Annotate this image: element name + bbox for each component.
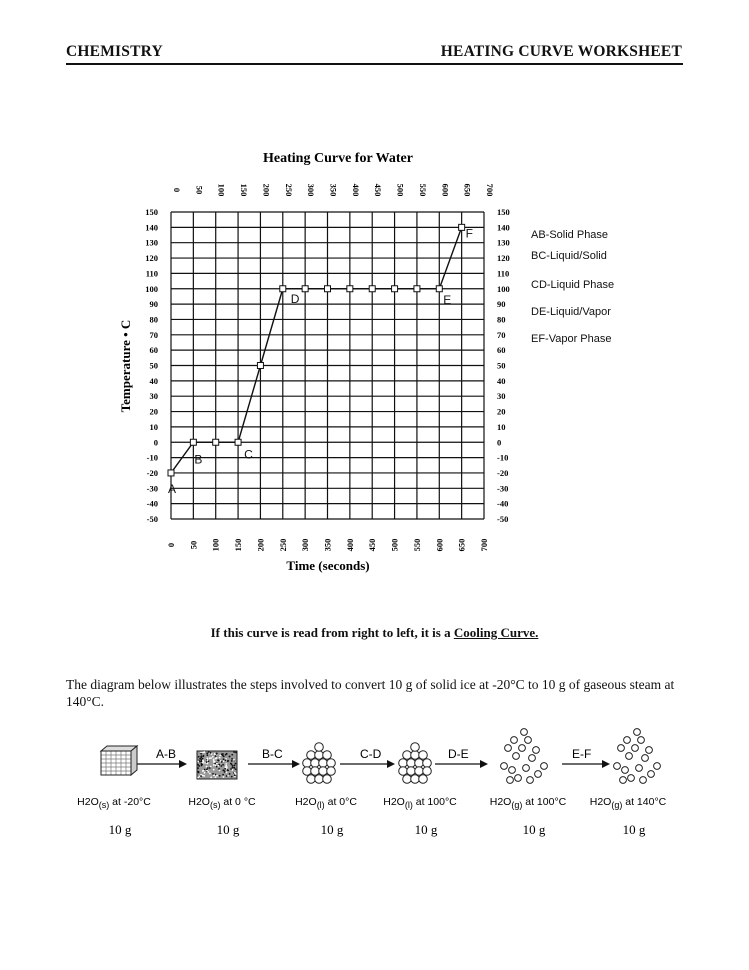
y-tick-label-left: -50 <box>146 514 158 524</box>
y-tick-label-left: 120 <box>145 253 158 264</box>
y-tick-label-right: 60 <box>497 345 506 356</box>
data-point-marker <box>392 286 398 292</box>
gas-molecules-icon <box>501 729 548 784</box>
x-tick-label-top: 50 <box>194 185 205 195</box>
ice-cube-icon <box>101 746 137 775</box>
state-label: H2O(l) at 100°C <box>383 796 457 810</box>
data-point-marker <box>168 470 174 476</box>
x-tick-label-bottom: 650 <box>456 538 467 552</box>
y-tick-label-left: 80 <box>149 314 158 325</box>
phase-change-diagram <box>0 720 749 850</box>
y-tick-label-right: 120 <box>497 253 510 264</box>
y-tick-label-right: 90 <box>497 299 506 310</box>
header-worksheet-title: HEATING CURVE WORKSHEET <box>440 43 682 60</box>
x-tick-label-top: 250 <box>283 183 294 197</box>
state-mass: 10 g <box>108 822 132 837</box>
y-tick-label-right: 50 <box>497 360 506 371</box>
step-arrow-head <box>292 760 300 768</box>
x-tick-label-bottom: 200 <box>255 538 266 552</box>
cooling-note-text: If this curve is read from right to left, it is a <box>210 625 454 640</box>
segment-phase-note: EF-Vapor Phase <box>531 333 612 345</box>
x-tick-label-top: 700 <box>485 183 495 197</box>
y-tick-label-right: -20 <box>497 467 509 478</box>
step-arrow-head <box>387 760 395 768</box>
data-point-marker <box>213 439 219 445</box>
x-tick-label-top: 0 <box>172 187 182 193</box>
chart-title: Heating Curve for Water <box>263 151 413 166</box>
state-label: H2O(g) at 140°C <box>589 796 667 810</box>
y-tick-label-right: 80 <box>497 314 506 325</box>
y-tick-label-left: 60 <box>149 345 158 356</box>
diagram-description: The diagram below illustrates the steps involved to convert 10 g of solid ice at -20°C to 10 g of gaseous steam at 140°C. <box>66 677 675 709</box>
boiling-liquid-cluster-icon <box>399 743 432 784</box>
y-tick-label-left: 130 <box>145 237 158 248</box>
x-tick-label-top: 550 <box>417 183 428 197</box>
liquid-cluster-icon <box>303 743 336 784</box>
point-label-d: D <box>290 291 300 306</box>
step-arrow-label: B-C <box>262 747 283 761</box>
state-label: H2O(s) at -20°C <box>77 796 151 810</box>
header-subject: CHEMISTRY <box>66 43 163 60</box>
step-arrow-label: A-B <box>156 747 177 761</box>
data-point-marker <box>414 286 420 292</box>
x-tick-label-top: 500 <box>395 183 406 197</box>
y-tick-label-left: 70 <box>149 329 158 340</box>
state-mass: 10 g <box>216 822 240 837</box>
segment-phase-note: CD-Liquid Phase <box>531 279 615 291</box>
x-tick-label-bottom: 400 <box>344 538 355 552</box>
data-point-marker <box>347 286 353 292</box>
x-tick-label-top: 150 <box>239 183 250 197</box>
x-tick-label-bottom: 150 <box>233 538 244 552</box>
x-tick-label-bottom: 50 <box>188 540 199 550</box>
x-tick-label-top: 600 <box>440 183 451 197</box>
y-tick-label-right: 30 <box>497 391 506 402</box>
step-arrow-head <box>480 760 488 768</box>
y-tick-label-left: 100 <box>145 283 158 294</box>
x-tick-label-bottom: 350 <box>322 538 333 552</box>
y-tick-label-left: -30 <box>146 483 158 494</box>
data-point-marker <box>302 286 308 292</box>
y-tick-label-left: 30 <box>149 391 158 402</box>
step-arrow-label: D-E <box>448 747 469 761</box>
x-tick-label-top: 400 <box>350 183 361 197</box>
y-tick-label-left: -40 <box>146 498 158 509</box>
data-point-marker <box>325 286 331 292</box>
cooling-curve-note <box>0 625 749 641</box>
x-tick-label-bottom: 100 <box>210 538 221 552</box>
y-tick-label-right: 130 <box>497 237 510 248</box>
segment-phase-note: BC-Liquid/Solid <box>531 250 607 262</box>
y-tick-label-right: 20 <box>497 406 506 417</box>
y-tick-label-right: -50 <box>497 514 509 524</box>
y-axis-label: Temperature • C <box>118 319 133 413</box>
y-tick-label-left: 10 <box>149 421 158 432</box>
data-point-marker <box>369 286 375 292</box>
point-label-e: E <box>443 292 452 307</box>
state-mass: 10 g <box>622 822 646 837</box>
y-tick-label-right: 110 <box>497 268 510 279</box>
data-point-marker <box>280 286 286 292</box>
x-tick-label-bottom: 300 <box>300 538 311 552</box>
y-tick-label-right: 100 <box>497 283 510 294</box>
x-tick-label-bottom: 0 <box>166 542 176 548</box>
y-tick-label-right: 70 <box>497 329 506 340</box>
data-point-marker <box>190 439 196 445</box>
y-tick-label-left: -10 <box>146 452 158 463</box>
y-tick-label-right: 10 <box>497 421 506 432</box>
y-tick-label-left: -20 <box>146 467 158 478</box>
cooling-curve-term: Cooling Curve. <box>453 625 539 640</box>
x-axis-label: Time (seconds) <box>286 558 370 573</box>
step-arrow-head <box>602 760 610 768</box>
state-mass: 10 g <box>522 822 546 837</box>
solid-at-melting-icon <box>197 751 237 779</box>
y-tick-label-left: 0 <box>153 437 158 448</box>
step-arrow-label: E-F <box>572 747 592 761</box>
point-label-c: C <box>244 447 253 462</box>
y-tick-label-right: 40 <box>497 375 506 386</box>
y-tick-label-right: -30 <box>497 483 509 494</box>
y-tick-label-right: -40 <box>497 498 509 509</box>
x-tick-label-bottom: 600 <box>434 538 445 552</box>
y-tick-label-right: -10 <box>497 452 509 463</box>
y-tick-label-right: 150 <box>497 207 510 217</box>
point-label-a: A <box>168 481 177 496</box>
x-tick-label-bottom: 700 <box>479 538 489 552</box>
segment-phase-note: DE-Liquid/Vapor <box>531 306 611 318</box>
x-tick-label-top: 300 <box>306 183 317 197</box>
data-point-marker <box>257 363 263 369</box>
y-tick-label-left: 90 <box>149 299 158 310</box>
x-tick-label-top: 350 <box>328 183 339 197</box>
x-tick-label-bottom: 250 <box>277 538 288 552</box>
step-arrow-label: C-D <box>360 747 382 761</box>
point-label-f: F <box>465 226 473 241</box>
state-label: H2O(l) at 0°C <box>295 796 357 810</box>
y-tick-label-left: 140 <box>145 222 158 233</box>
state-label: H2O(s) at 0 °C <box>188 796 256 810</box>
data-point-marker <box>436 286 442 292</box>
point-label-b: B <box>194 452 203 467</box>
x-tick-label-top: 650 <box>462 183 473 197</box>
x-tick-label-top: 200 <box>261 183 272 197</box>
data-point-marker <box>459 224 465 230</box>
x-tick-label-top: 100 <box>216 183 227 197</box>
y-tick-label-left: 40 <box>149 375 158 386</box>
segment-phase-note: AB-Solid Phase <box>531 229 609 241</box>
state-mass: 10 g <box>320 822 344 837</box>
data-point-marker <box>235 439 241 445</box>
y-tick-label-right: 0 <box>497 437 502 448</box>
y-tick-label-left: 150 <box>145 207 158 217</box>
x-tick-label-bottom: 450 <box>367 538 378 552</box>
state-mass: 10 g <box>414 822 438 837</box>
y-tick-label-right: 140 <box>497 222 510 233</box>
state-label: H2O(g) at 100°C <box>489 796 567 810</box>
x-tick-label-bottom: 550 <box>411 538 422 552</box>
y-tick-label-left: 110 <box>145 268 158 279</box>
hot-gas-molecules-icon <box>614 729 661 784</box>
step-arrow-head <box>179 760 187 768</box>
y-tick-label-left: 20 <box>149 406 158 417</box>
y-tick-label-left: 50 <box>149 360 158 371</box>
x-tick-label-top: 450 <box>373 183 384 197</box>
x-tick-label-bottom: 500 <box>389 538 400 552</box>
